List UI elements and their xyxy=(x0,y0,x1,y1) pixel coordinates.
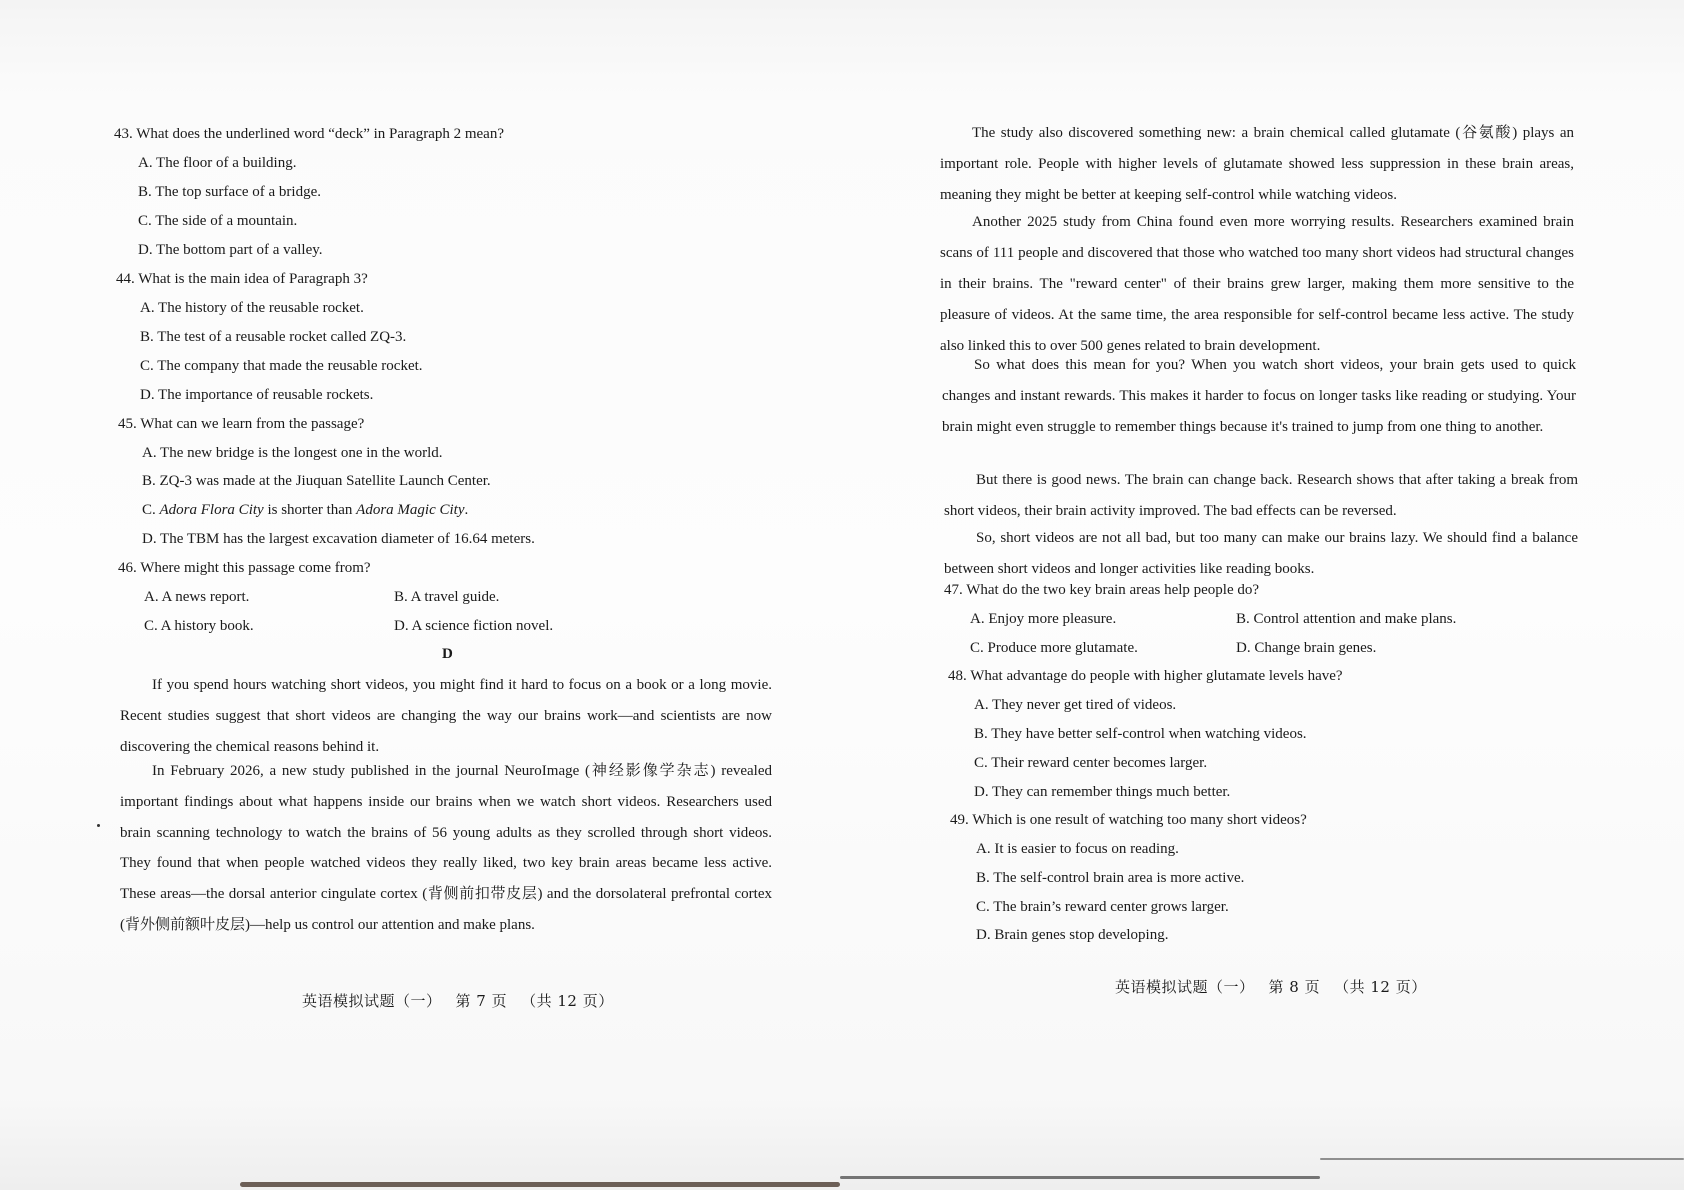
passage-paragraph-5: So what does this mean for you? When you watch short videos, your brain gets used to quick changes and instant rewards. This makes it harder to focus on longer tasks like reading or studying. Your brain might even struggle to remember things because it's trained to jump from one thing to another. xyxy=(942,357,1576,435)
question-44-option-a: A. The history of the reusable rocket. xyxy=(140,300,364,316)
question-49-option-d: D. Brain genes stop developing. xyxy=(976,927,1169,943)
question-45-option-a: A. The new bridge is the longest one in the world. xyxy=(142,445,443,461)
question-48-option-d: D. They can remember things much better. xyxy=(974,784,1231,800)
footer-page-number: 第 8 页 xyxy=(1268,978,1321,996)
question-47-option-a: A. Enjoy more pleasure. xyxy=(970,611,1117,627)
option-prefix: C. xyxy=(142,502,160,518)
question-43-option-b: B. The top surface of a bridge. xyxy=(138,184,321,200)
question-46-option-c: C. A history book. xyxy=(144,618,254,634)
italic-city-name-2: Adora Magic City xyxy=(356,502,465,518)
question-47-option-b: B. Control attention and make plans. xyxy=(1236,611,1457,627)
question-46-option-b: B. A travel guide. xyxy=(394,589,500,605)
option-end: . xyxy=(464,502,469,518)
question-47-option-c: C. Produce more glutamate. xyxy=(970,640,1138,656)
question-44-option-b: B. The test of a reusable rocket called ZQ-3. xyxy=(140,329,407,345)
footer-total-pages: （共 12 页） xyxy=(1334,978,1427,996)
footer-exam-title: 英语模拟试题（一） xyxy=(302,992,442,1010)
question-43-option-a: A. The floor of a building. xyxy=(138,155,297,171)
footer-total-pages: （共 12 页） xyxy=(521,992,614,1010)
right-page-footer xyxy=(1115,976,1441,997)
page-edge-shadow xyxy=(840,1176,1320,1179)
question-46-stem: 46. Where might this passage come from? xyxy=(118,560,371,576)
question-47-option-d: D. Change brain genes. xyxy=(1236,640,1377,656)
question-45-stem: 45. What can we learn from the passage? xyxy=(118,416,365,432)
question-48-stem: 48. What advantage do people with higher glutamate levels have? xyxy=(948,668,1343,684)
footer-exam-title: 英语模拟试题（一） xyxy=(1115,978,1255,996)
passage-paragraph-4: Another 2025 study from China found even more worrying results. Researchers examined brain scans of 111 people and discovered that those who watched too many short videos had structural changes in their brains. The "reward center" of their brains grew larger, making them more sensitive to the pleasure of videos. At the same time, the area responsible for self-control became less active. The study also linked this to over 500 genes related to brain development. xyxy=(940,214,1574,354)
question-43-stem: 43. What does the underlined word “deck” in Paragraph 2 mean? xyxy=(114,126,504,142)
question-49-option-c: C. The brain’s reward center grows larger. xyxy=(976,899,1229,915)
question-44-option-d: D. The importance of reusable rockets. xyxy=(140,387,374,403)
section-heading-d: D xyxy=(442,646,453,662)
question-48-option-c: C. Their reward center becomes larger. xyxy=(974,755,1208,771)
passage-paragraph-3: The study also discovered something new: a brain chemical called glutamate (谷氨酸) plays an important role. People with higher levels of glutamate showed less suppression in these brain areas, meaning they might be better at keeping self-control while watching videos. xyxy=(940,125,1574,203)
page-edge-shadow xyxy=(1320,1158,1684,1160)
page-edge-shadow xyxy=(240,1182,840,1187)
left-page xyxy=(114,0,773,1190)
footer-page-number: 第 7 页 xyxy=(455,992,508,1010)
right-page xyxy=(940,0,1577,1190)
passage-paragraph-7: So, short videos are not all bad, but too many can make our brains lazy. We should find a balance between short videos and longer activities like reading books. xyxy=(944,530,1578,577)
question-44-option-c: C. The company that made the reusable rocket. xyxy=(140,358,423,374)
question-44-stem: 44. What is the main idea of Paragraph 3? xyxy=(116,271,368,287)
passage-paragraph-1: If you spend hours watching short videos, you might find it hard to focus on a book or a long movie. Recent studies suggest that short videos are changing the way our brains work—and scientists are now discovering the chemical reasons behind it. xyxy=(120,677,772,755)
left-page-footer xyxy=(302,990,628,1011)
question-45-option-b: B. ZQ-3 was made at the Jiuquan Satellite Launch Center. xyxy=(142,473,491,489)
passage-paragraph-6: But there is good news. The brain can change back. Research shows that after taking a break from short videos, their brain activity improved. The bad effects can be reversed. xyxy=(944,472,1578,519)
question-48-option-a: A. They never get tired of videos. xyxy=(974,697,1177,713)
scan-speck xyxy=(97,824,100,827)
question-45-option-d: D. The TBM has the largest excavation diameter of 16.64 meters. xyxy=(142,531,535,547)
question-46-option-a: A. A news report. xyxy=(144,589,250,605)
question-48-option-b: B. They have better self-control when watching videos. xyxy=(974,726,1307,742)
question-47-stem: 47. What do the two key brain areas help people do? xyxy=(944,582,1260,598)
question-46-option-d: D. A science fiction novel. xyxy=(394,618,554,634)
question-43-option-d: D. The bottom part of a valley. xyxy=(138,242,323,258)
italic-city-name-1: Adora Flora City xyxy=(159,502,264,518)
question-49-option-a: A. It is easier to focus on reading. xyxy=(976,841,1179,857)
passage-paragraph-2: In February 2026, a new study published in the journal NeuroImage (神经影像学杂志) revealed important findings about what happens inside our brains when we watch short videos. Researchers used brain scanning technology to watch the brains of 56 young adults as they scrolled through short videos. They found that when people watched videos they really liked, two key brain areas became less active. These areas—the dorsal anterior cingulate cortex (背侧前扣带皮层) and the dorsolateral prefrontal cortex (背外侧前额叶皮层)—help us control our attention and make plans. xyxy=(120,763,772,933)
question-45-option-c xyxy=(142,502,468,519)
question-49-stem: 49. Which is one result of watching too many short videos? xyxy=(950,812,1307,828)
option-mid: is shorter than xyxy=(263,502,357,518)
question-49-option-b: B. The self-control brain area is more active. xyxy=(976,870,1245,886)
question-43-option-c: C. The side of a mountain. xyxy=(138,213,298,229)
